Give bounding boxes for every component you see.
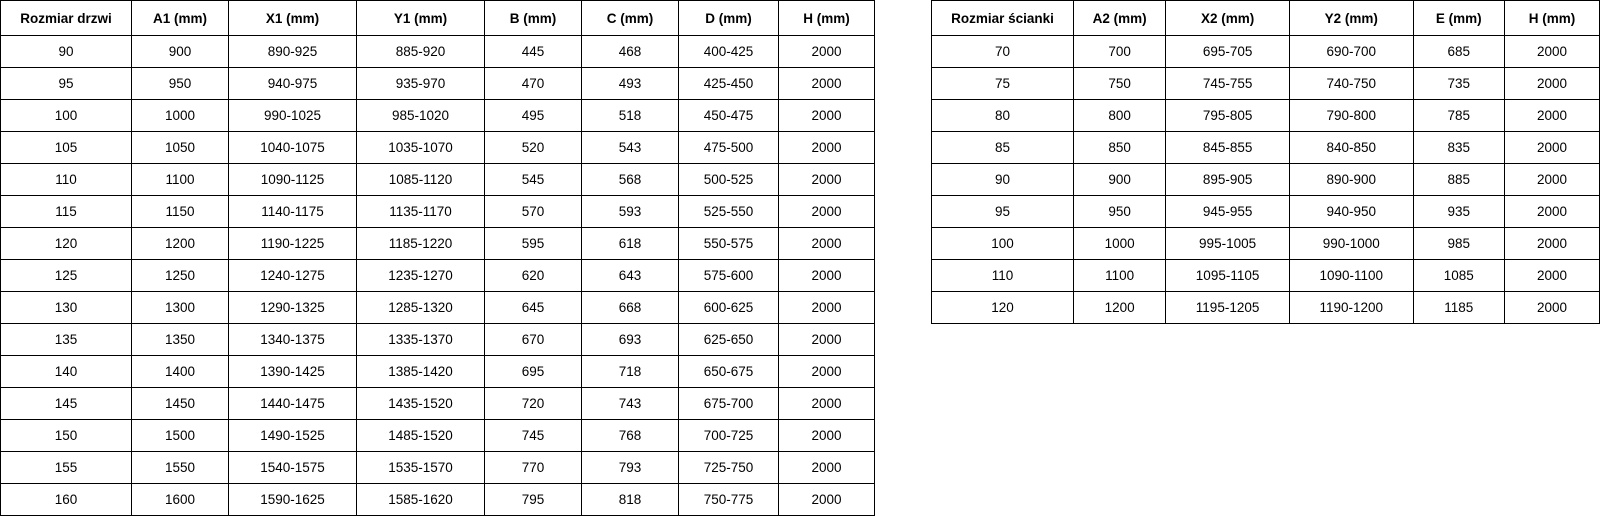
- cell: 718: [582, 356, 679, 388]
- cell: 785: [1413, 100, 1504, 132]
- cell: 740-750: [1289, 68, 1413, 100]
- cell: 770: [485, 452, 582, 484]
- cell: 2000: [779, 484, 875, 516]
- cell: 160: [1, 484, 132, 516]
- cell: 80: [932, 100, 1074, 132]
- cell: 2000: [779, 196, 875, 228]
- cell: 2000: [779, 452, 875, 484]
- cell: 1490-1525: [229, 420, 357, 452]
- cell: 940-950: [1289, 196, 1413, 228]
- cell: 518: [582, 100, 679, 132]
- cell: 890-925: [229, 36, 357, 68]
- table-row: [1, 388, 875, 420]
- column-header-d: D (mm): [679, 1, 779, 36]
- cell: 100: [932, 228, 1074, 260]
- cell: 525-550: [679, 196, 779, 228]
- table-row: [1, 292, 875, 324]
- cell: 620: [485, 260, 582, 292]
- cell: 645: [485, 292, 582, 324]
- cell: 985: [1413, 228, 1504, 260]
- cell: 120: [1, 228, 132, 260]
- cell: 1300: [132, 292, 229, 324]
- cell: 940-975: [229, 68, 357, 100]
- cell: 545: [485, 164, 582, 196]
- table-row: [1, 164, 875, 196]
- cell: 643: [582, 260, 679, 292]
- cell: 450-475: [679, 100, 779, 132]
- cell: 890-900: [1289, 164, 1413, 196]
- cell: 475-500: [679, 132, 779, 164]
- cell: 1050: [132, 132, 229, 164]
- cell: 95: [932, 196, 1074, 228]
- cell: 900: [132, 36, 229, 68]
- cell: 550-575: [679, 228, 779, 260]
- cell: 750-775: [679, 484, 779, 516]
- table-row: [932, 260, 1600, 292]
- cell: 145: [1, 388, 132, 420]
- cell: 1150: [132, 196, 229, 228]
- cell: 1540-1575: [229, 452, 357, 484]
- cell: 468: [582, 36, 679, 68]
- cell: 1095-1105: [1166, 260, 1290, 292]
- cell: 690-700: [1289, 36, 1413, 68]
- cell: 935: [1413, 196, 1504, 228]
- cell: 1500: [132, 420, 229, 452]
- cell: 950: [1074, 196, 1166, 228]
- cell: 1085: [1413, 260, 1504, 292]
- cell: 570: [485, 196, 582, 228]
- cell: 155: [1, 452, 132, 484]
- cell: 1090-1100: [1289, 260, 1413, 292]
- cell: 595: [485, 228, 582, 260]
- cell: 1035-1070: [357, 132, 485, 164]
- cell: 1290-1325: [229, 292, 357, 324]
- cell: 2000: [1504, 260, 1599, 292]
- cell: 1285-1320: [357, 292, 485, 324]
- cell: 520: [485, 132, 582, 164]
- cell: 1200: [132, 228, 229, 260]
- cell: 990-1025: [229, 100, 357, 132]
- cell: 70: [932, 36, 1074, 68]
- cell: 2000: [779, 420, 875, 452]
- cell: 2000: [779, 100, 875, 132]
- cell: 745-755: [1166, 68, 1290, 100]
- cell: 1200: [1074, 292, 1166, 324]
- column-header-y1: Y1 (mm): [357, 1, 485, 36]
- cell: 685: [1413, 36, 1504, 68]
- table-row: [932, 164, 1600, 196]
- cell: 990-1000: [1289, 228, 1413, 260]
- cell: 1040-1075: [229, 132, 357, 164]
- table-row: [932, 132, 1600, 164]
- cell: 900: [1074, 164, 1166, 196]
- cell: 793: [582, 452, 679, 484]
- table-header-row: [1, 1, 875, 36]
- cell: 1240-1275: [229, 260, 357, 292]
- cell: 2000: [779, 260, 875, 292]
- column-header-x1: X1 (mm): [229, 1, 357, 36]
- cell: 1140-1175: [229, 196, 357, 228]
- door-table-header: [1, 1, 875, 36]
- cell: 110: [1, 164, 132, 196]
- cell: 2000: [779, 388, 875, 420]
- cell: 2000: [1504, 68, 1599, 100]
- cell: 110: [932, 260, 1074, 292]
- cell: 95: [1, 68, 132, 100]
- cell: 140: [1, 356, 132, 388]
- cell: 1185: [1413, 292, 1504, 324]
- cell: 568: [582, 164, 679, 196]
- cell: 1340-1375: [229, 324, 357, 356]
- cell: 700: [1074, 36, 1166, 68]
- cell: 995-1005: [1166, 228, 1290, 260]
- column-header-y2: Y2 (mm): [1289, 1, 1413, 36]
- cell: 1190-1200: [1289, 292, 1413, 324]
- cell: 120: [932, 292, 1074, 324]
- cell: 2000: [779, 68, 875, 100]
- cell: 1085-1120: [357, 164, 485, 196]
- cell: 1250: [132, 260, 229, 292]
- table-row: [1, 420, 875, 452]
- table-row: [932, 228, 1600, 260]
- cell: 1100: [1074, 260, 1166, 292]
- column-header-x2: X2 (mm): [1166, 1, 1290, 36]
- cell: 1435-1520: [357, 388, 485, 420]
- column-header-h: H (mm): [779, 1, 875, 36]
- wall-table-header: [932, 1, 1600, 36]
- cell: 675-700: [679, 388, 779, 420]
- cell: 1190-1225: [229, 228, 357, 260]
- cell: 885: [1413, 164, 1504, 196]
- cell: 790-800: [1289, 100, 1413, 132]
- column-header-e: E (mm): [1413, 1, 1504, 36]
- cell: 743: [582, 388, 679, 420]
- cell: 2000: [1504, 196, 1599, 228]
- cell: 895-905: [1166, 164, 1290, 196]
- table-row: [1, 36, 875, 68]
- table-header-row: [932, 1, 1600, 36]
- cell: 695-705: [1166, 36, 1290, 68]
- cell: 543: [582, 132, 679, 164]
- cell: 2000: [779, 324, 875, 356]
- wall-size-table-container: [931, 0, 1600, 324]
- table-row: [1, 452, 875, 484]
- table-row: [932, 68, 1600, 100]
- cell: 115: [1, 196, 132, 228]
- cell: 90: [932, 164, 1074, 196]
- cell: 1390-1425: [229, 356, 357, 388]
- table-row: [932, 292, 1600, 324]
- cell: 1585-1620: [357, 484, 485, 516]
- cell: 700-725: [679, 420, 779, 452]
- cell: 768: [582, 420, 679, 452]
- cell: 818: [582, 484, 679, 516]
- cell: 1100: [132, 164, 229, 196]
- cell: 668: [582, 292, 679, 324]
- column-header-h: H (mm): [1504, 1, 1599, 36]
- cell: 618: [582, 228, 679, 260]
- cell: 105: [1, 132, 132, 164]
- cell: 600-625: [679, 292, 779, 324]
- cell: 1090-1125: [229, 164, 357, 196]
- door-table-body: [1, 36, 875, 516]
- column-header-c: C (mm): [582, 1, 679, 36]
- cell: 885-920: [357, 36, 485, 68]
- cell: 90: [1, 36, 132, 68]
- cell: 470: [485, 68, 582, 100]
- column-header-door-size: Rozmiar drzwi: [1, 1, 132, 36]
- cell: 400-425: [679, 36, 779, 68]
- cell: 850: [1074, 132, 1166, 164]
- cell: 1350: [132, 324, 229, 356]
- cell: 1335-1370: [357, 324, 485, 356]
- cell: 593: [582, 196, 679, 228]
- cell: 130: [1, 292, 132, 324]
- cell: 1385-1420: [357, 356, 485, 388]
- cell: 795-805: [1166, 100, 1290, 132]
- cell: 425-450: [679, 68, 779, 100]
- cell: 1135-1170: [357, 196, 485, 228]
- cell: 945-955: [1166, 196, 1290, 228]
- wall-size-table: [931, 0, 1600, 324]
- cell: 2000: [1504, 36, 1599, 68]
- cell: 75: [932, 68, 1074, 100]
- table-row: [1, 196, 875, 228]
- cell: 445: [485, 36, 582, 68]
- cell: 650-675: [679, 356, 779, 388]
- cell: 625-650: [679, 324, 779, 356]
- column-header-wall-size: Rozmiar ścianki: [932, 1, 1074, 36]
- cell: 950: [132, 68, 229, 100]
- wall-table-body: [932, 36, 1600, 324]
- cell: 725-750: [679, 452, 779, 484]
- table-row: [1, 132, 875, 164]
- cell: 800: [1074, 100, 1166, 132]
- table-row: [1, 68, 875, 100]
- cell: 1450: [132, 388, 229, 420]
- cell: 2000: [779, 228, 875, 260]
- cell: 1195-1205: [1166, 292, 1290, 324]
- cell: 985-1020: [357, 100, 485, 132]
- cell: 840-850: [1289, 132, 1413, 164]
- cell: 2000: [779, 292, 875, 324]
- cell: 493: [582, 68, 679, 100]
- cell: 1400: [132, 356, 229, 388]
- cell: 1485-1520: [357, 420, 485, 452]
- cell: 85: [932, 132, 1074, 164]
- table-row: [932, 196, 1600, 228]
- cell: 2000: [779, 356, 875, 388]
- cell: 1000: [132, 100, 229, 132]
- cell: 150: [1, 420, 132, 452]
- cell: 495: [485, 100, 582, 132]
- cell: 2000: [779, 164, 875, 196]
- cell: 735: [1413, 68, 1504, 100]
- cell: 135: [1, 324, 132, 356]
- column-header-b: B (mm): [485, 1, 582, 36]
- cell: 2000: [1504, 292, 1599, 324]
- cell: 720: [485, 388, 582, 420]
- cell: 1000: [1074, 228, 1166, 260]
- table-row: [932, 100, 1600, 132]
- cell: 1440-1475: [229, 388, 357, 420]
- table-row: [1, 324, 875, 356]
- cell: 670: [485, 324, 582, 356]
- cell: 100: [1, 100, 132, 132]
- table-row: [1, 484, 875, 516]
- cell: 845-855: [1166, 132, 1290, 164]
- cell: 2000: [1504, 164, 1599, 196]
- table-row: [1, 100, 875, 132]
- column-header-a2: A2 (mm): [1074, 1, 1166, 36]
- cell: 693: [582, 324, 679, 356]
- cell: 1550: [132, 452, 229, 484]
- table-row: [932, 36, 1600, 68]
- cell: 2000: [1504, 100, 1599, 132]
- cell: 125: [1, 260, 132, 292]
- cell: 750: [1074, 68, 1166, 100]
- cell: 1600: [132, 484, 229, 516]
- cell: 2000: [779, 36, 875, 68]
- cell: 745: [485, 420, 582, 452]
- cell: 835: [1413, 132, 1504, 164]
- cell: 2000: [1504, 132, 1599, 164]
- table-row: [1, 228, 875, 260]
- cell: 2000: [779, 132, 875, 164]
- cell: 2000: [1504, 228, 1599, 260]
- cell: 1235-1270: [357, 260, 485, 292]
- cell: 1185-1220: [357, 228, 485, 260]
- cell: 795: [485, 484, 582, 516]
- table-row: [1, 260, 875, 292]
- cell: 1535-1570: [357, 452, 485, 484]
- cell: 695: [485, 356, 582, 388]
- column-header-a1: A1 (mm): [132, 1, 229, 36]
- cell: 1590-1625: [229, 484, 357, 516]
- cell: 500-525: [679, 164, 779, 196]
- cell: 575-600: [679, 260, 779, 292]
- table-row: [1, 356, 875, 388]
- cell: 935-970: [357, 68, 485, 100]
